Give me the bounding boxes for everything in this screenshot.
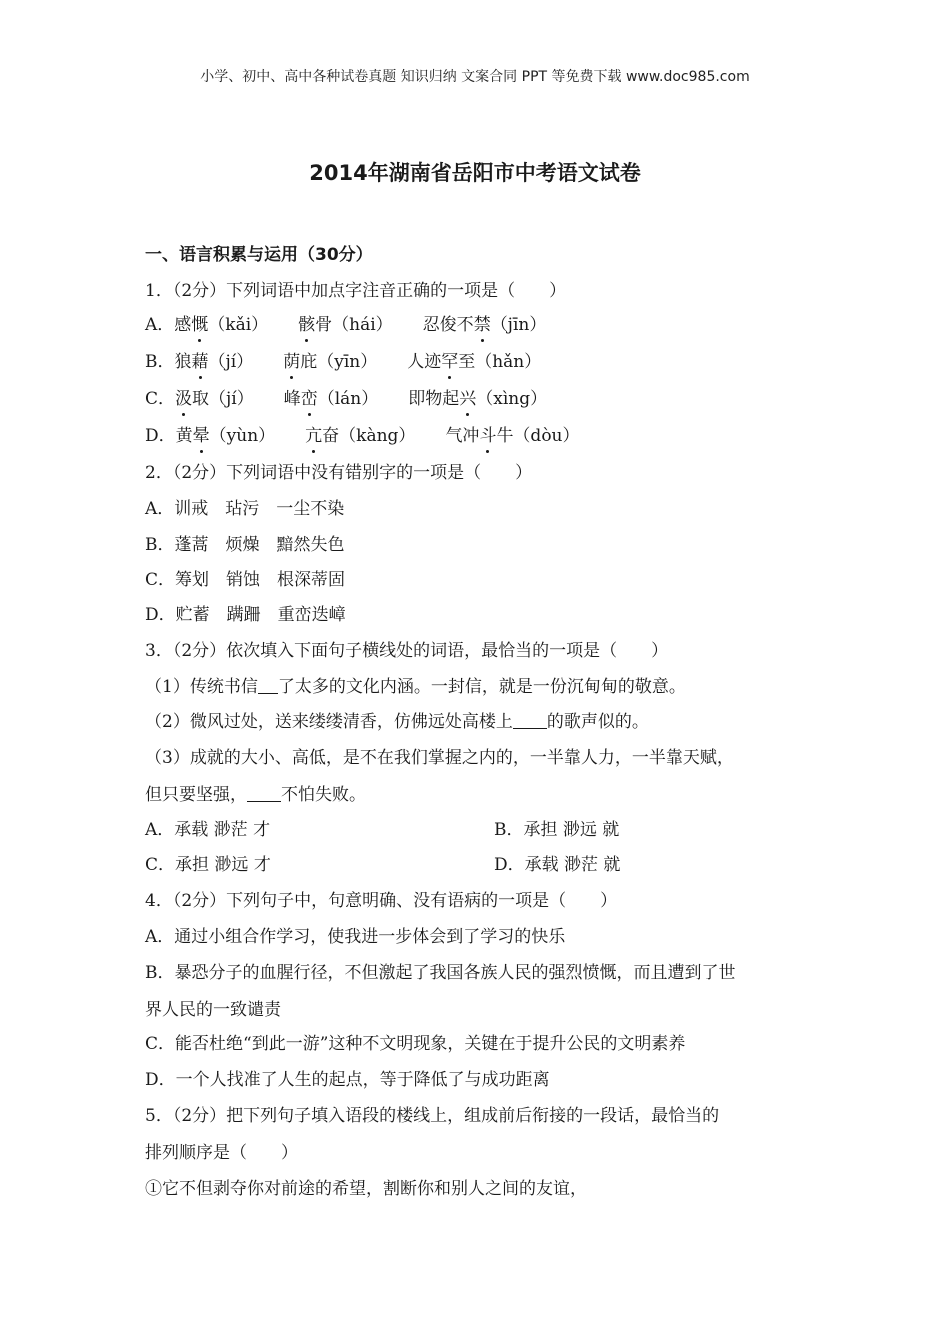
q5-sentence-1: ①它不但剥夺你对前途的希望，割断你和别人之间的友谊， [145, 1179, 587, 1199]
q3-sentence-1: （1）传统书信 了太多的文化内涵。一封信，就是一份沉甸甸的敬意。 [145, 677, 686, 697]
q5-stem-cont: 排列顺序是（ ） [145, 1143, 298, 1163]
q2-option-a: A．训戒 玷污 一尘不染 [145, 499, 345, 519]
q3-option-d: D．承载 渺茫 就 [494, 855, 621, 875]
page-title: 2014年湖南省岳阳市中考语文试卷 [309, 161, 641, 185]
q1-stem: 1．（2分）下列词语中加点字注音正确的一项是（ ） [145, 281, 567, 301]
q3-option-a: A．承载 渺茫 才 [145, 820, 271, 840]
q4-option-b-cont: 界人民的一致谴责 [145, 1000, 281, 1020]
q3-stem: 3．（2分）依次填入下面句子横线处的词语，最恰当的一项是（ ） [145, 641, 669, 661]
q3-sentence-3-cont: 但只要坚强， 不怕失败。 [145, 785, 366, 805]
q1-option-d: D．黄晕（yùn） 亢奋（kàng） 气冲斗牛（dòu） [145, 426, 580, 446]
q3-sentence-3: （3）成就的大小、高低，是不在我们掌握之内的，一半靠人力，一半靠天赋， [145, 748, 734, 768]
q4-option-c: C．能否杜绝“到此一游”这种不文明现象，关键在于提升公民的文明素养 [145, 1034, 686, 1054]
q3-sentence-2: （2）微风过处，送来缕缕清香，仿佛远处高楼上 的歌声似的。 [145, 712, 649, 732]
q2-option-c: C．筹划 销蚀 根深蒂固 [145, 570, 346, 590]
q4-stem: 4．（2分）下列句子中，句意明确、没有语病的一项是（ ） [145, 891, 618, 911]
q1-option-a: A．感慨（kǎi） 骸骨（hái） 忍俊不禁（jīn） [145, 315, 547, 335]
q4-option-b: B．暴恐分子的血腥行径，不但激起了我国各族人民的强烈愤慨，而且遭到了世 [145, 963, 736, 983]
q1-option-b: B．狼藉（jí） 荫庇（yīn） 人迹罕至（hǎn） [145, 352, 542, 372]
q4-option-d: D．一个人找准了人生的起点，等于降低了与成功距离 [145, 1070, 550, 1090]
q4-option-a: A．通过小组合作学习，使我进一步体会到了学习的快乐 [145, 927, 566, 947]
q1-option-c: C．汲取（jí） 峰峦（lán） 即物起兴（xìng） [145, 389, 548, 409]
page-header: 小学、初中、高中各种试卷真题 知识归纳 文案合同 PPT 等免费下载 www.doc985.com [200, 69, 750, 85]
q3-option-c: C．承担 渺远 才 [145, 855, 271, 875]
section-heading: 一、语言积累与运用（30分） [145, 245, 373, 265]
q2-option-d: D．贮蓄 蹒跚 重峦迭嶂 [145, 605, 346, 625]
q5-stem: 5．（2分）把下列句子填入语段的楼线上，组成前后衔接的一段话，最恰当的 [145, 1106, 720, 1126]
q2-stem: 2．（2分）下列词语中没有错别字的一项是（ ） [145, 463, 533, 483]
q3-option-b: B．承担 渺远 就 [494, 820, 620, 840]
q2-option-b: B．蓬蒿 烦燥 黯然失色 [145, 535, 345, 555]
